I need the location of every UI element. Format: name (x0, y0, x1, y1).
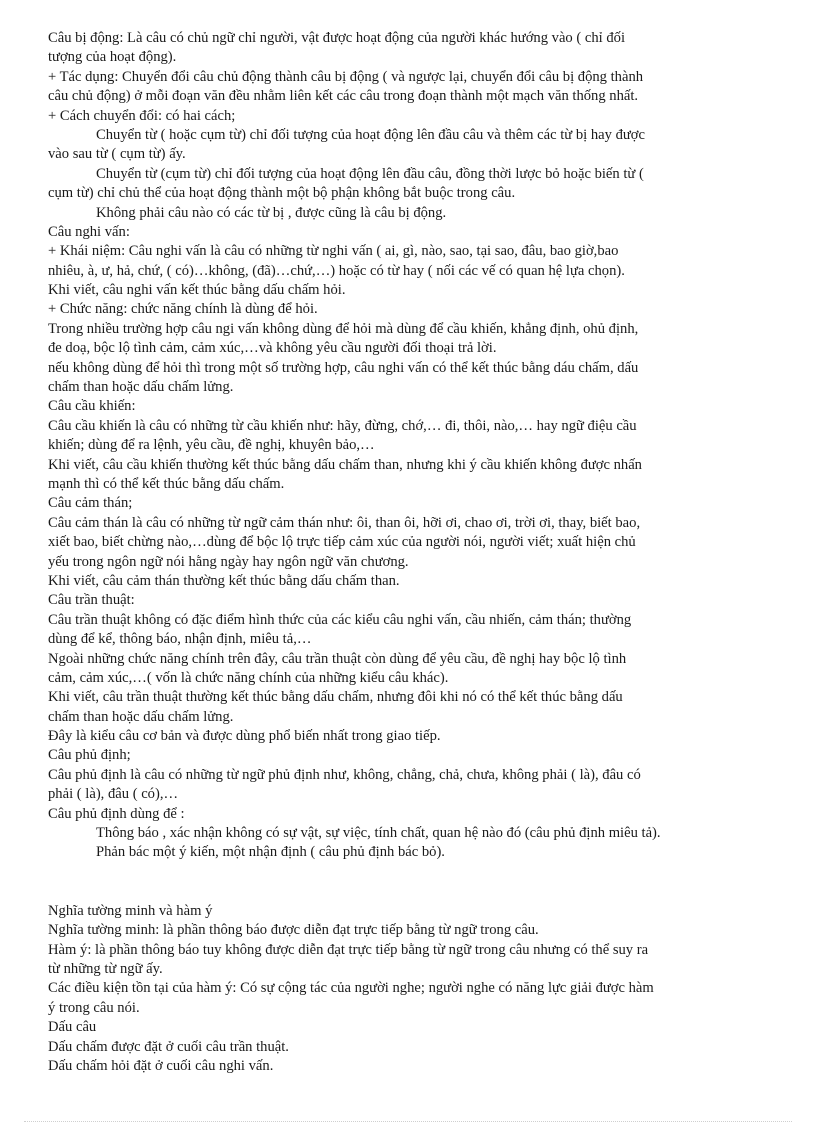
text-line: từ những từ ngữ ấy. (48, 960, 163, 977)
page-bottom-rule (24, 1121, 792, 1122)
text-line: Câu cảm thán là câu có những từ ngữ cảm thán như: ôi, than ôi, hỡi ơi, chao ơi, trời ơi, thay, biết bao, (48, 514, 641, 531)
text-line: yếu trong ngôn ngữ nói hằng ngày hay ngôn ngữ văn chương. (48, 553, 409, 570)
text-line: Trong nhiều trường hợp câu ngi vấn không dùng để hỏi mà dùng để cầu khiến, khẳng định, ohủ định, (48, 320, 639, 337)
text-line: cụm từ) chỉ chủ thể của hoạt động thành một bộ phận không bắt buộc trong câu. (48, 185, 516, 202)
text-line: Câu trần thuật: (48, 592, 135, 609)
text-line: câu chủ động) ở mỗi đoạn văn đều nhằm liên kết các câu trong đoạn thành một mạch văn thống nhất. (48, 88, 639, 105)
text-line: Khi viết, câu trần thuật thường kết thúc bằng dấu chấm, nhưng đôi khi nó có thể kết thúc bằng dấu (48, 689, 623, 706)
text-line: tượng của hoạt động). (48, 49, 177, 66)
text-line: nếu không dùng để hỏi thì trong một số trường hợp, câu nghi vấn có thể kết thúc bằng dáu chấm, dấu (48, 359, 639, 376)
text-line: chấm than hoặc dấu chấm lửng. (48, 708, 234, 725)
implicature-punctuation-section (48, 902, 774, 1077)
text-line: + Chức năng: chức năng chính là dùng để hỏi. (48, 301, 318, 318)
text-line: Câu phủ định là câu có những từ ngữ phủ định như, không, chẳng, chả, chưa, không phải ( là), đâu có (48, 766, 641, 783)
text-line: Đây là kiểu câu cơ bản và được dùng phổ biến nhất trong giao tiếp. (48, 728, 441, 745)
text-line: Câu phủ định dùng để : (48, 805, 185, 822)
text-line: xiết bao, biết chừng nào,…dùng để bộc lộ trực tiếp cảm xúc của người nói, người viết; xuất hiện chủ (48, 534, 636, 551)
text-line: Khi viết, câu cầu khiến thường kết thúc bằng dấu chấm than, nhưng khi ý cầu khiến không được nhấn (48, 456, 642, 473)
text-line: Câu cảm thán; (48, 495, 133, 512)
text-line: + Tác dụng: Chuyển đổi câu chủ động thành câu bị động ( và ngược lại, chuyển đổi câu bị động thành (48, 68, 644, 85)
text-line: Câu phủ định; (48, 747, 131, 764)
text-line: Chuyển từ ( hoặc cụm từ) chỉ đối tượng của hoạt động lên đầu câu và thêm các từ bị hay được (96, 126, 645, 143)
text-line: cảm, cảm xúc,…( vốn là chức năng chính của những kiểu câu khác). (48, 669, 449, 686)
text-line: vào sau từ ( cụm từ) ấy. (48, 146, 186, 163)
text-line: + Cách chuyển đổi: có hai cách; (48, 107, 236, 124)
text-line: Khi viết, câu cảm thán thường kết thúc bằng dấu chấm than. (48, 572, 400, 589)
text-line: dùng để kể, thông báo, nhận định, miêu tả,… (48, 631, 312, 648)
document-page (48, 29, 774, 1076)
text-line: Câu cầu khiến: (48, 398, 136, 415)
text-line: Thông báo , xác nhận không có sự vật, sự việc, tính chất, quan hệ nào đó (câu phủ định miêu tả). (96, 825, 661, 842)
text-line: Câu bị động: Là câu có chủ ngữ chỉ người, vật được hoạt động của người khác hướng vào ( chỉ đối (48, 30, 626, 46)
text-line: Hàm ý: là phần thông báo tuy không được diễn đạt trực tiếp bằng từ ngữ trong câu nhưng có thể suy ra (48, 941, 649, 958)
text-line: Dấu chấm hỏi đặt ở cuối câu nghi vấn. (48, 1057, 274, 1074)
text-line: mạnh thì có thể kết thúc bằng dấu chấm. (48, 475, 285, 492)
text-line: Dấu chấm được đặt ở cuối câu trần thuật. (48, 1038, 289, 1055)
text-line: Câu cầu khiến là câu có những từ cầu khiến như: hãy, đừng, chớ,… đi, thôi, nào,… hay ngữ điệu cầu (48, 417, 637, 434)
grammar-notes-section (48, 29, 774, 863)
section-spacer (48, 863, 774, 902)
text-line: Ngoài những chức năng chính trên đây, câu trần thuật còn dùng để yêu cầu, đề nghị hay bộc lộ tình (48, 650, 627, 667)
text-line: nhiêu, à, ư, hả, chứ, ( có)…không, (đã)…chứ,…) hoặc có từ hay ( nối các vế có quan hệ lựa chọn). (48, 262, 625, 279)
text-line: Không phải câu nào có các từ bị , được cũng là câu bị động. (96, 204, 447, 221)
text-line: Câu trần thuật không có đặc điểm hình thức của các kiểu câu nghi vấn, cầu nhiến, cảm thán; thường (48, 611, 632, 628)
text-line: Dấu câu (48, 1019, 97, 1036)
text-line: đe doạ, bộc lộ tình cảm, cảm xúc,…và không yêu cầu người đối thoại trả lời. (48, 340, 497, 357)
text-line: Phản bác một ý kiến, một nhận định ( câu phủ định bác bỏ). (96, 844, 445, 861)
text-line: khiến; dùng để ra lệnh, yêu cầu, đề nghị, khuyên bảo,… (48, 437, 375, 454)
text-line: Câu nghi vấn: (48, 223, 130, 240)
text-line: Khi viết, câu nghi vấn kết thúc bằng dấu chấm hỏi. (48, 282, 346, 299)
text-line: chấm than hoặc dấu chấm lửng. (48, 379, 234, 396)
text-line: Các điều kiện tồn tại của hàm ý: Có sự cộng tác của người nghe; người nghe có năng lực giải được hàm (48, 980, 654, 997)
text-line: phải ( là), đâu ( có),… (48, 786, 179, 803)
text-line: ý trong câu nói. (48, 999, 140, 1016)
text-line: Nghĩa tường minh và hàm ý (48, 902, 213, 919)
text-line: Chuyển từ (cụm từ) chỉ đối tượng của hoạt động lên đầu câu, đồng thời lược bỏ hoặc biến từ ( (96, 165, 644, 182)
text-line: + Khái niệm: Câu nghi vấn là câu có những từ nghi vấn ( ai, gì, nào, sao, tại sao, đâu, bao giờ,bao (48, 243, 619, 260)
text-line: Nghĩa tường minh: là phần thông báo được diễn đạt trực tiếp bằng từ ngữ trong câu. (48, 922, 539, 939)
